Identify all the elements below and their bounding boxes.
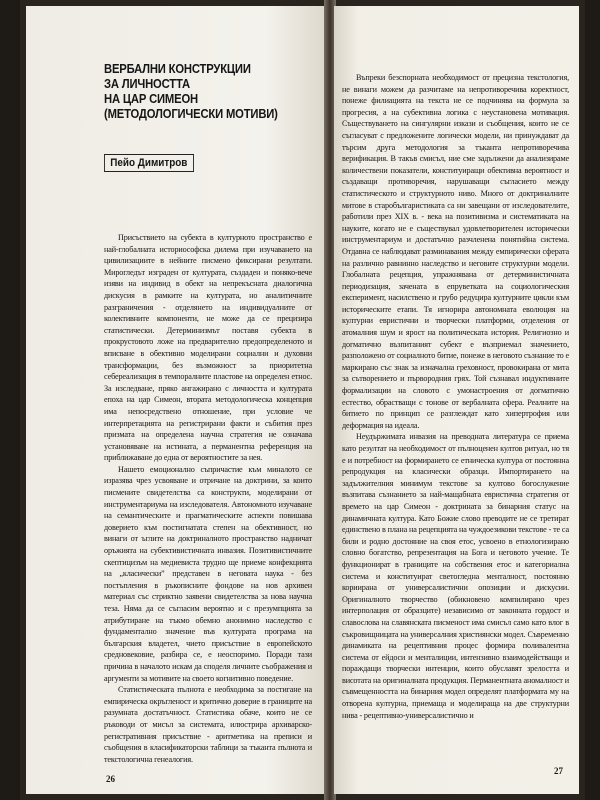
title-line-4: (МЕТОДОЛОГИЧЕСКИ МОТИВИ): [104, 107, 278, 121]
article-title: [104, 62, 304, 122]
left-page: [26, 6, 326, 794]
title-line-2: ЗА ЛИЧНОСТТА: [104, 77, 190, 91]
paragraph: Неудържимата инвазия на преводната литература се приема като резултат на необходимост от пълноценен култов ритуал, но тя е и потребност на формирането се етническа култура от постоянна репродукция на класически образци. Импортирането на задължителния минимум текстове за култово богослужение възпитава съзнанието за най-мащабната евристична стратегия от времето на цар Симеон - доктрината за бинарния статус на динамичната култура. Като Божие слово преводите не се третират единствено в плана на рецепцията на чуждоезикови текстове - те са били и родно достояние на своя етос, усвоено в етнологизирано словно богатство, репрезентация на Бога и неговото учение. Те функционират в границите на собствения етос и категориална система и конституират светогледна менталност, постоянно кориирана от универсалистични опозиции и дискусии. Оригиналното творчество (обикновено компилирано чрез интерполация от образците) независимо от законната гордост и славослова на славянската писменост има смисъл само като влог в съкровищницата на универсалния християнски модел. Съвременно динамиката на рецептивния процес формира поливалентна система от ейдоси и менталиции, интензивно взаимодействащи и пораждащи творчески интенции, които обуславят зрелостта и висотата на оригиналната продукция. Перманентната аномалност и съвмещенността на бинарния модел определят платформата му на отворена културна, приемаща и моделираща на две структурни нива - рецептивно-универсалистично и: [342, 432, 569, 720]
left-text-column: [104, 232, 312, 765]
paragraph: Нашето емоционално съпричастие към миналото се изразява чрез усвояване и отричане на доктрини, за които писмените свидетелства са конструкти, моделирани от инструментариума на изследователя. Автономното изучаване на семантическите и прагматическите аспекти повишава доверието към постигнатата степен на обективност, но винаги от ъглите на доктриналното пространство надничат оръжията на субективистичната инвазия. Позитивистичните скептицизъм на медиевиста трудно ще приеме конфекцията на „класически” представен в неговата наука - без постъпления в ръкописните фондове на нов архивен материал със стриктно заявени свидетелства за нова научна теза. Няма да се съгласим вероятно и с презумпцията за атрибутиране на тъкмо обемно анонимно наследство с фундаментално значение във културата програма на българския владетел, чието присъствие в европейското средновековие, разбира се, е неоспоримо. Поради тази причина в началото искам да споделя личните съображения и аргументи за мотивите на своето когнитивно поведение.: [104, 464, 312, 683]
right-page: [334, 6, 579, 794]
page-number-left: 26: [106, 774, 115, 784]
right-text-column: [342, 72, 569, 721]
author-name: Пейо Димитров: [104, 154, 194, 172]
paragraph: Въпреки безспорната необходимост от прецизна текстология, не винаги можем да разчитаме на непротиворечива коректност, понеже филиацията на текста не се подчинява на формула за прогресия, а на субективна логика с неустановена мотивация. Съществуването на сингулярни изкази и съобщения, които не се съгласуват с предложените логически модели, ни принуждават да търсим друга методология за тъканта непротиворечива верификация. В такъв смисъл, ние сме задължени да анализираме количествени показатели, конституиращи обективна вероятност и създаващи противоречия, нарушаващи съгласието между статистическото и структурното ниво. Много от доктриналните митове в старобългаристиката са ни завещани от изследователите, работили през XIX в. - века на позитивизма и систематиката на науките, когато не е съществувал удовлетворителен исторически инструментариум и достатъчно разчленена понятийна система. Отдавна се наблюдават разминавания между емпирически сферата на различно равнинно наследство и неговите структурни модели. Глобалната рецепция, упражнявана от детерминистичната периодизация, зачената в епруветката на социологическия експеримент, насилствено и грубо редуцира културните цикли към историческите етапи. Тя игнорира автономната еволюция на културни евристични и творчески платформи, отделения от атомалния шум и ярост на политическата история. Религиозно и догматично възпитаният субект е възприемал значението, разположено от социалното битие, понеже в неговото съзнание то е маркирано със знак за изначална греховност, провокирана от мита за сътворението и първородния грях. Той съзнавал индуктивните формализации на словото с умонастроения от догматично естество, обрастващи с тонове от вербалната сфера. Реалните на битието по принцип се разглеждат като хипертрофия или деформация на идеала.: [342, 73, 569, 430]
paragraph: Статистическата пълнота е необходима за постигане на емпирическа окръгленост и критично доверие в границите на разумната достатъчност. Статистика обаче, които не се ръководи от мисъл за системата, илюстрира архиварско-регистративния присъствие - аритметика на преписи и съобщения в класификаторски таблици за тъканта пълнота и текстологична генеалогия.: [104, 685, 312, 764]
open-book: [20, 0, 585, 800]
page-number-right: 27: [554, 766, 563, 776]
title-line-1: ВЕРБАЛНИ КОНСТРУКЦИИ: [104, 62, 251, 76]
title-line-3: НА ЦАР СИМЕОН: [104, 92, 198, 106]
paragraph: Присъствието на субекта в културното пространство е най-глобалната историософска дилема при изучаването на цивилизациите в нейните писмено фиксирани резултати. Мирогледът изграден от културата, създаден и поняко-вече изяви на индивид в обект на непрекъсната диалогична дискусия в рамките на културата, но аналитичните разграничения - отделянето на индивидуалните от колективните компоненти, не може да се прецизира статистически. Детерминизмът поставя субекта в прокрустовото ложе на предварително предопределеното и вписване в обективно моделирани социални и духовни трансформации, без възможност за приоритетна себереализация в темпоралните пластове на определен етнос. За изследване, пряко ангажирано с личността и културата епоха на цар Симеон, втората методологическа концепция има непосредствено отношение, при условие че интерпретацията на регистрирани факти и събития през призмата на определена научна стратегия не означава установяване на истината, а перманентна референция на приближаване до една от вероятностите за нея.: [104, 233, 312, 463]
